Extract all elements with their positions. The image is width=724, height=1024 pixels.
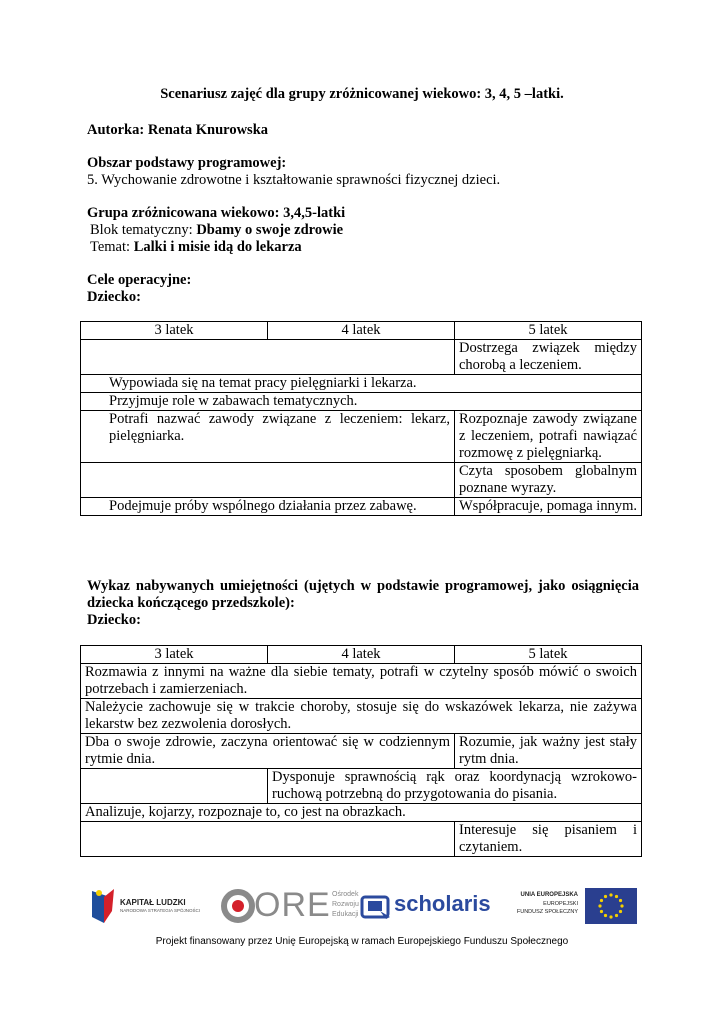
table-cell: Rozmawia z innymi na ważne dla siebie tematy, potrafi w czytelny sposób mówić o swoich potrzebach i zamierzeniach.: [81, 664, 642, 699]
table-row: [81, 340, 642, 375]
table-row: [81, 375, 642, 393]
table-cell: Potrafi nazwać zawody związane z leczeniem: lekarz, pielęgniarka.: [81, 411, 455, 463]
ore-logo: [220, 885, 359, 927]
ore-sub-line: Ośrodek: [332, 891, 359, 898]
footer-note: Projekt finansowany przez Unię Europejską w ramach Europejskiego Funduszu Społecznego: [155, 936, 569, 947]
ue-line: FUNDUSZ SPOŁECZNY: [516, 909, 578, 915]
table-cell: Współpracuje, pomaga innym.: [455, 498, 642, 516]
header-5-latek: 5 latek: [455, 646, 642, 664]
empty-cell: [81, 463, 455, 498]
table-row: [81, 322, 642, 340]
table-cell: Analizuje, kojarzy, rozpoznaje to, co jest na obrazkach.: [81, 804, 642, 822]
table-cell: Wypowiada się na temat pracy pielęgniarki i lekarza.: [81, 375, 642, 393]
table-row: [81, 769, 642, 804]
eu-star-icon: [619, 910, 622, 913]
skills-table: [80, 645, 642, 857]
skills-subheading: Dziecko:: [87, 612, 141, 628]
kapital-ludzki-subtext: NARODOWA STRATEGIA SPÓJNOŚCI: [120, 908, 201, 913]
ore-sub-line: Edukacji: [332, 911, 359, 918]
document-title: Scenariusz zajęć dla grupy zróżnicowanej wiekowo: 3, 4, 5 –latki.: [160, 86, 564, 102]
ore-circle-icon: [220, 888, 256, 924]
table-row: [81, 734, 642, 769]
eu-star-icon: [609, 893, 612, 896]
eu-star-icon: [604, 914, 607, 917]
table-row: [81, 664, 642, 699]
group-heading: Grupa zróżnicowana wiekowo: 3,4,5-latki: [87, 205, 346, 221]
area-heading: Obszar podstawy programowej:: [87, 155, 287, 171]
table-row: [81, 822, 642, 857]
skills-heading: Wykaz nabywanych umiejętności (ujętych w podstawie programowej, jako osiągnięcia dziecka kończącego przedszkole):: [87, 578, 639, 611]
scholaris-book-icon: [360, 891, 394, 921]
table-row: [81, 393, 642, 411]
header-4-latek: 4 latek: [268, 322, 455, 340]
table-row: [81, 646, 642, 664]
table-cell: Podejmuje próby wspólnego działania przez zabawę.: [81, 498, 455, 516]
block-value: Dbamy o swoje zdrowie: [196, 222, 344, 238]
table-cell: Przyjmuje role w zabawach tematycznych.: [81, 393, 642, 411]
author-line: Autorka: Renata Knurowska: [87, 122, 269, 138]
table-row: [81, 463, 642, 498]
eu-star-icon: [609, 915, 612, 918]
ue-line: UNIA EUROPEJSKA: [520, 892, 578, 898]
eu-flag-icon: [585, 888, 637, 924]
table-cell: Rozpoznaje zawody związane z leczeniem, potrafi nawiązać rozmowę z pielęgniarką.: [455, 411, 642, 463]
empty-cell: [81, 769, 268, 804]
topic-line: [90, 239, 302, 256]
topic-label: Temat:: [90, 239, 134, 255]
table-cell: Należycie zachowuje się w trakcie choroby, stosuje się do wskazówek lekarza, nie zażywa lekarstw bez zezwolenia dorosłych.: [81, 699, 642, 734]
ue-text: [510, 891, 578, 916]
block-label: Blok tematyczny:: [90, 222, 197, 238]
scholaris-wordmark: scholaris: [394, 891, 491, 916]
topic-value: Lalki i misie idą do lekarza: [133, 239, 302, 255]
table-cell: Czyta sposobem globalnym poznane wyrazy.: [455, 463, 642, 498]
eu-star-icon: [600, 899, 603, 902]
table-row: [81, 804, 642, 822]
kapital-ludzki-logo: [90, 885, 210, 927]
block-line: [90, 222, 343, 239]
eu-star-icon: [619, 899, 622, 902]
eu-star-icon: [600, 910, 603, 913]
table-cell: Dba o swoje zdrowie, zaczyna orientować się w codziennym rytmie dnia.: [81, 734, 455, 769]
area-text: 5. Wychowanie zdrowotne i kształtowanie sprawności fizycznej dzieci.: [87, 172, 501, 188]
goals-subheading: Dziecko:: [87, 289, 141, 305]
scholaris-logo: [360, 885, 491, 927]
goals-heading: Cele operacyjne:: [87, 272, 192, 288]
header-3-latek: 3 latek: [81, 646, 268, 664]
table-row: [81, 498, 642, 516]
ore-sub-line: Rozwoju: [332, 901, 359, 908]
eu-star-icon: [620, 904, 623, 907]
ore-wordmark: ORE: [254, 886, 331, 924]
header-5-latek: 5 latek: [455, 322, 642, 340]
table-cell: Dostrzega związek między chorobą a leczeniem.: [455, 340, 642, 375]
ue-logo: [510, 885, 645, 927]
header-3-latek: 3 latek: [81, 322, 268, 340]
empty-cell: [81, 822, 455, 857]
footer-logos: [80, 885, 645, 927]
eu-star-icon: [604, 895, 607, 898]
table-cell: Interesuje się pisaniem i czytaniem.: [455, 822, 642, 857]
kapital-ludzki-text: KAPITAŁ LUDZKI: [120, 898, 186, 907]
table-cell: Dysponuje sprawnością rąk oraz koordynacją wzrokowo-ruchową potrzebną do przygotowania do pisania.: [268, 769, 642, 804]
empty-cell: [81, 340, 455, 375]
table-row: [81, 411, 642, 463]
goals-table: [80, 321, 642, 516]
eu-star-icon: [615, 914, 618, 917]
table-row: [81, 699, 642, 734]
table-cell: Rozumie, jak ważny jest stały rytm dnia.: [455, 734, 642, 769]
header-4-latek: 4 latek: [268, 646, 455, 664]
eu-star-icon: [598, 904, 601, 907]
ue-line: EUROPEJSKI: [543, 901, 578, 907]
kapital-ludzki-icon: [90, 887, 116, 925]
eu-star-icon: [615, 895, 618, 898]
